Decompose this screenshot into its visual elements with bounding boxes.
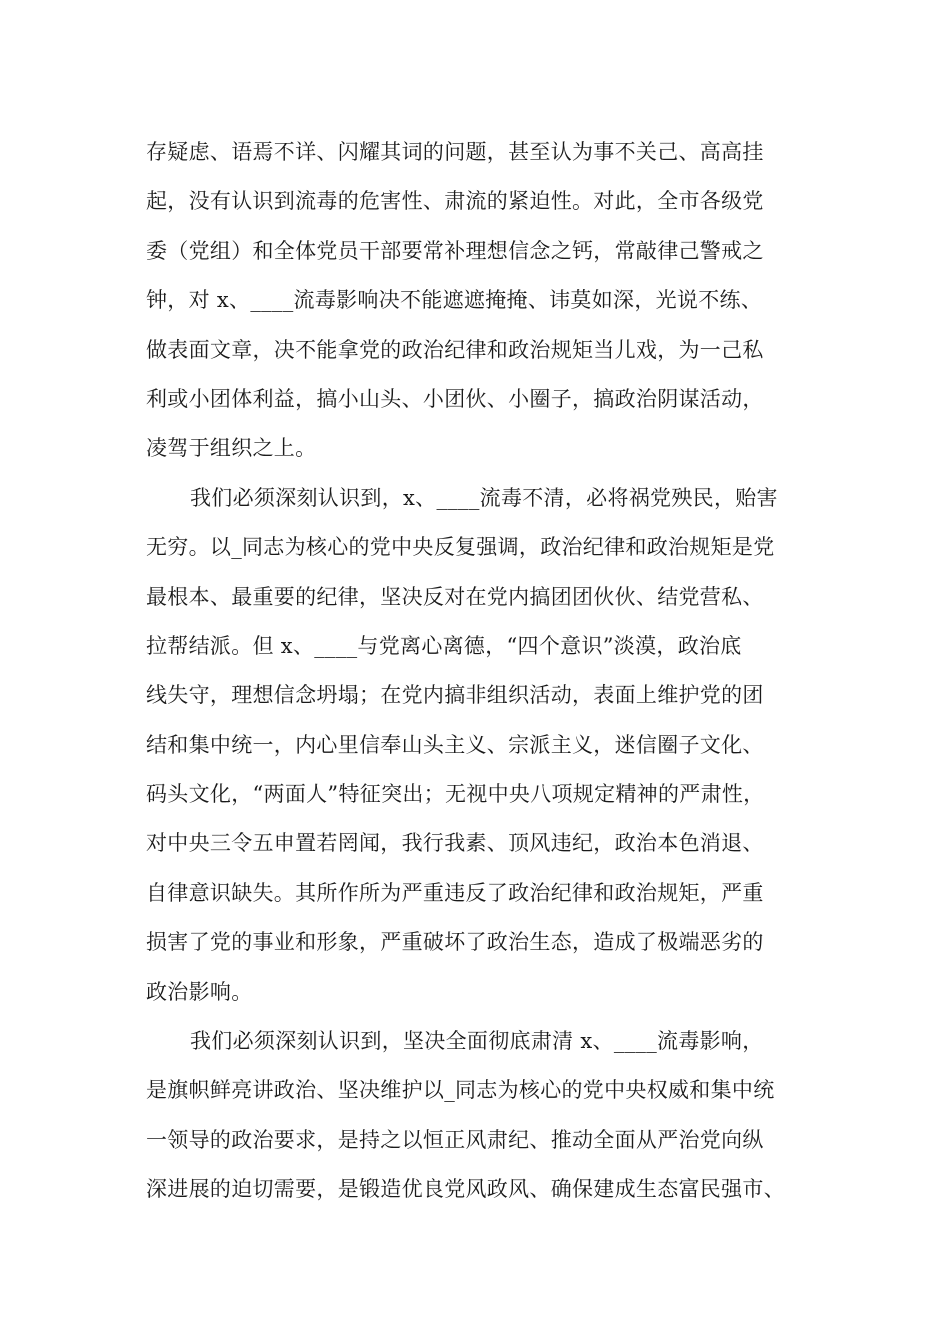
text-line: 最根本、最重要的纪律，坚决反对在党内搞团团伙伙、结党营私、	[146, 584, 764, 609]
text-line: 政治影响。	[146, 979, 253, 1004]
text-line: 凌驾于组织之上。	[146, 436, 317, 461]
text-line: 是旗帜鲜亮讲政治、坚决维护以_同志为核心的党中央权威和集中统	[146, 1078, 775, 1103]
text-line: 结和集中统一，内心里信奉山头主义、宗派主义，迷信圈子文化、	[146, 732, 764, 757]
text-line: 自律意识缺失。其所作所为严重违反了政治纪律和政治规矩，严重	[146, 880, 764, 905]
document-body	[146, 128, 826, 1215]
text-line: 利或小团体利益，搞小山头、小团伙、小圈子，搞政治阴谋活动，	[146, 386, 764, 411]
text-line: 存疑虑、语焉不详、闪耀其词的问题，甚至认为事不关己、高高挂	[146, 140, 764, 164]
text-line: 做表面文章，决不能拿党的政治纪律和政治规矩当儿戏，为一己私	[146, 337, 764, 362]
text-line: 一领导的政治要求，是持之以恒正风肃纪、推动全面从严治党向纵	[146, 1127, 764, 1152]
text-line: 线失守，理想信念坍塌；在党内搞非组织活动，表面上维护党的团	[146, 683, 764, 708]
paragraph-first-line: 我们必须深刻认识到，坚决全面彻底肃清 x、____流毒影响，	[190, 1029, 764, 1054]
text-line: 委（党组）和全体党员干部要常补理想信念之钙，常敲律己警戒之	[146, 238, 764, 263]
text-line: 对中央三令五申置若罔闻，我行我素、顶风违纪，政治本色消退、	[146, 831, 764, 856]
text-line: 深进展的迫切需要，是锻造优良党风政风、确保建成生态富民强市、	[146, 1177, 785, 1202]
text-line: 钟，对 x、____流毒影响决不能遮遮掩掩、讳莫如深，光说不练、	[146, 288, 763, 313]
text-line: 码头文化，“两面人”特征突出；无视中央八项规定精神的严肃性，	[146, 782, 765, 807]
text-line: 损害了党的事业和形象，严重破坏了政治生态，造成了极端恶劣的	[146, 930, 764, 955]
paragraph-first-line: 我们必须深刻认识到，x、____流毒不清，必将祸党殃民，贻害	[190, 485, 778, 510]
text-line: 拉帮结派。但 x、____与党离心离德，“四个意识”淡漠，政治底	[146, 633, 742, 658]
text-line: 无穷。以_同志为核心的党中央反复强调，政治纪律和政治规矩是党	[146, 535, 775, 560]
text-line: 起，没有认识到流毒的危害性、肃流的紧迫性。对此，全市各级党	[146, 189, 764, 214]
